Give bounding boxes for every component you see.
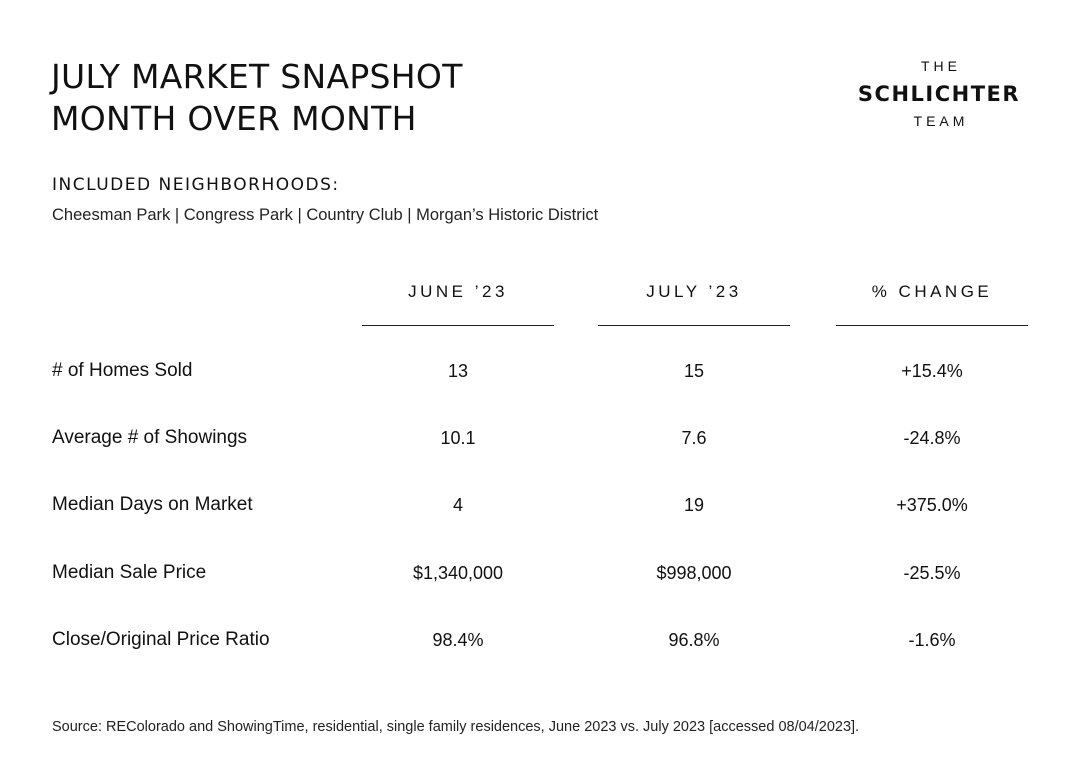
title-line-1: JULY MARKET SNAPSHOT bbox=[51, 57, 463, 96]
brand-bottom: TEAM bbox=[913, 113, 969, 129]
row-label: Close/Original Price Ratio bbox=[52, 629, 270, 650]
row-value-july: 96.8% bbox=[668, 630, 720, 650]
row-label: # of Homes Sold bbox=[52, 360, 193, 381]
title-line-2: MONTH OVER MONTH bbox=[51, 99, 417, 138]
table-row bbox=[0, 490, 1080, 520]
row-value-june: 10.1 bbox=[440, 428, 476, 448]
column-divider-change bbox=[836, 325, 1028, 326]
brand-top: THE bbox=[921, 58, 961, 74]
table-row bbox=[0, 423, 1080, 453]
row-label: Median Days on Market bbox=[52, 494, 253, 515]
source-note: Source: REColorado and ShowingTime, residential, single family residences, June 2023 vs. July 2023 [accessed 08/04/2023]. bbox=[52, 719, 860, 735]
neighborhoods-heading: INCLUDED NEIGHBORHOODS: bbox=[52, 175, 340, 195]
row-label: Average # of Showings bbox=[52, 427, 248, 448]
row-value-july: 19 bbox=[683, 495, 705, 515]
column-header-july: JULY ’23 bbox=[646, 282, 742, 301]
page-title bbox=[51, 56, 463, 140]
neighborhoods-list: Cheesman Park | Congress Park | Country Club | Morgan’s Historic District bbox=[52, 206, 599, 224]
table-row bbox=[0, 558, 1080, 588]
brand-name: SCHLICHTER bbox=[857, 82, 1021, 106]
row-value-change: +375.0% bbox=[896, 495, 968, 515]
row-value-june: 98.4% bbox=[432, 630, 484, 650]
row-value-change: -25.5% bbox=[903, 563, 961, 583]
row-label: Median Sale Price bbox=[52, 562, 207, 583]
row-value-july: $998,000 bbox=[656, 563, 732, 583]
row-value-july: 15 bbox=[683, 361, 705, 381]
brand-logo bbox=[848, 58, 1030, 129]
table-row bbox=[0, 625, 1080, 655]
column-divider-june bbox=[362, 325, 554, 326]
row-value-june: 13 bbox=[447, 361, 469, 381]
row-value-july: 7.6 bbox=[681, 428, 707, 448]
table-row bbox=[0, 356, 1080, 386]
column-divider-july bbox=[598, 325, 790, 326]
row-value-change: -24.8% bbox=[903, 428, 961, 448]
row-value-june: 4 bbox=[452, 495, 463, 515]
column-header-change: % CHANGE bbox=[871, 282, 993, 301]
row-value-june: $1,340,000 bbox=[412, 563, 504, 583]
row-value-change: +15.4% bbox=[901, 361, 963, 381]
row-value-change: -1.6% bbox=[908, 630, 956, 650]
column-header-june: JUNE ’23 bbox=[408, 282, 508, 301]
